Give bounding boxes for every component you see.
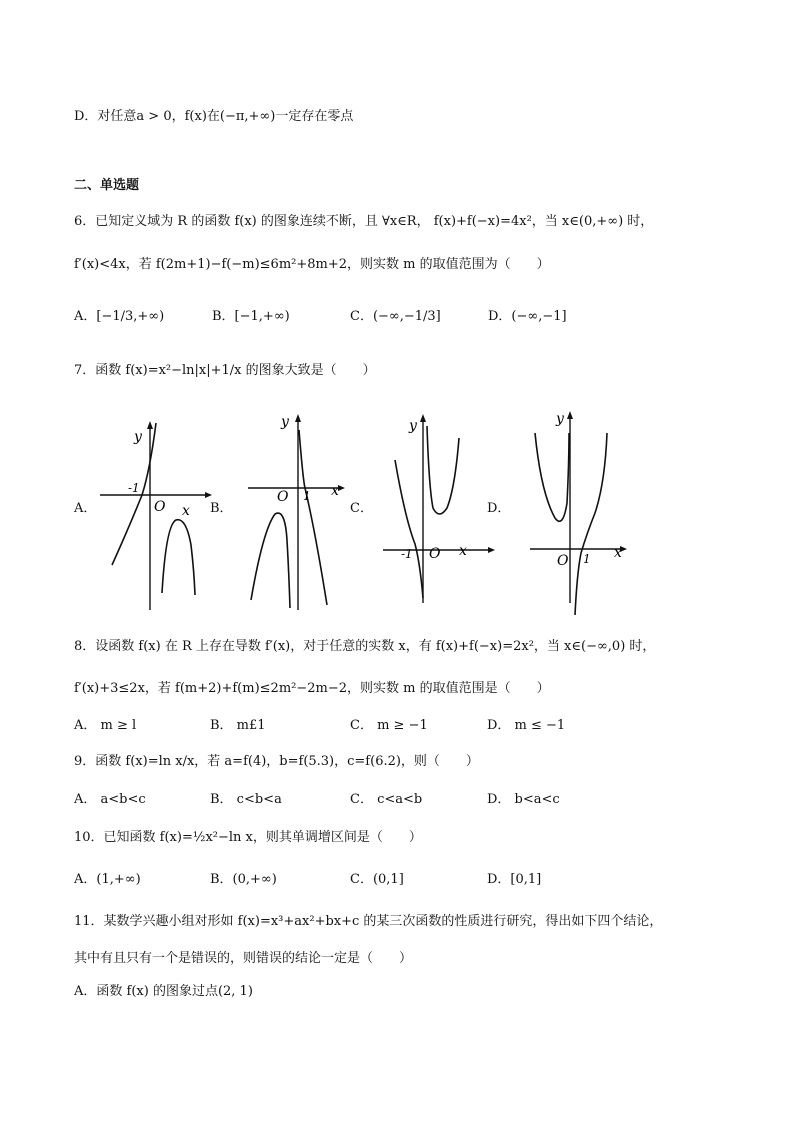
q11-option-a: A．函数 f(x) 的图象过点(2, 1)	[74, 984, 253, 999]
q5-option-d: D．对任意a > 0，f(x)在(−π,+∞)一定存在零点	[74, 109, 354, 124]
graph-c-y: y	[409, 418, 417, 434]
graph-b-o: O	[277, 489, 289, 505]
q8-line1: 8．设函数 f(x) 在 R 上存在导数 f′(x)，对于任意的实数 x，有 f(x)+f(−x)=2x²，当 x∈(−∞,0) 时，	[74, 639, 656, 654]
q7-graph-b	[243, 410, 363, 615]
q10-stem: 10．已知函数 f(x)=½x²−ln x，则其单调增区间是（ ）	[74, 830, 422, 845]
q6-line2: f′(x)<4x，若 f(2m+1)−f(−m)≤6m²+8m+2，则实数 m 的取值范围为（ ）	[74, 257, 550, 272]
section-heading: 二、单选题	[74, 178, 140, 193]
q9-option-b: B． c<b<a	[210, 792, 282, 807]
q6-line1: 6．已知定义域为 R 的函数 f(x) 的图象连续不断，且 ∀x∈R， f(x)+f(−x)=4x²，当 x∈(0,+∞) 时，	[74, 214, 654, 229]
graph-c-neg1: -1	[401, 547, 413, 561]
graph-b-one: 1	[303, 489, 311, 503]
q7-stem: 7．函数 f(x)=x²−ln|x|+1/x 的图象大致是（ ）	[74, 363, 376, 378]
q7-option-c-label: C．	[350, 501, 373, 516]
q7-option-b-label: B．	[210, 501, 233, 516]
graph-b-y: y	[281, 414, 289, 430]
q8-option-b: B． m£1	[210, 718, 266, 733]
graph-a-y: y	[134, 429, 142, 445]
q7-option-d-label: D．	[487, 501, 511, 516]
q7-graph-d	[525, 403, 645, 618]
graph-a-neg1: -1	[128, 481, 140, 495]
q9-stem: 9．函数 f(x)=ln x/x，若 a=f(4)，b=f(5.3)，c=f(6.2)，则（ ）	[74, 754, 479, 769]
q11-line2: 其中有且只有一个是错误的，则错误的结论一定是（ ）	[74, 951, 413, 966]
q8-option-d: D． m ≤ −1	[487, 718, 566, 733]
q11-line1: 11．某数学兴趣小组对形如 f(x)=x³+ax²+bx+c 的某三次函数的性质进行研究，得出如下四个结论，	[74, 914, 663, 929]
q8-option-c: C． m ≥ −1	[350, 718, 428, 733]
q7-option-a-label: A．	[74, 501, 97, 516]
graph-d-one: 1	[583, 552, 591, 566]
graph-d-y: y	[556, 411, 564, 427]
graph-c-o: O	[429, 546, 441, 562]
q9-option-a: A． a<b<c	[74, 792, 146, 807]
q6-option-d: D．(−∞,−1]	[488, 309, 567, 324]
q10-option-a: A．(1,+∞)	[74, 872, 141, 887]
q10-option-d: D．[0,1]	[487, 872, 542, 887]
q7-graph-a	[100, 415, 220, 615]
q6-option-b: B．[−1,+∞)	[212, 309, 290, 324]
graph-d-x: x	[614, 545, 622, 561]
graph-a-x: x	[182, 503, 190, 519]
q6-option-a: A．[−1/3,+∞)	[74, 309, 165, 324]
q9-option-d: D． b<a<c	[487, 792, 560, 807]
graph-b-x: x	[331, 483, 339, 499]
q8-option-a: A． m ≥ l	[74, 718, 137, 733]
graph-c-x: x	[459, 543, 467, 559]
q7-graph-c	[383, 408, 513, 608]
q6-option-c: C．(−∞,−1/3]	[350, 309, 441, 324]
graph-a-o: O	[154, 499, 166, 515]
q10-option-c: C．(0,1]	[350, 872, 404, 887]
graph-d-o: O	[557, 553, 569, 569]
q9-option-c: C． c<a<b	[350, 792, 423, 807]
q8-line2: f′(x)+3≤2x，若 f(m+2)+f(m)≤2m²−2m−2，则实数 m 的取值范围是（ ）	[74, 681, 550, 696]
q10-option-b: B．(0,+∞)	[210, 872, 277, 887]
